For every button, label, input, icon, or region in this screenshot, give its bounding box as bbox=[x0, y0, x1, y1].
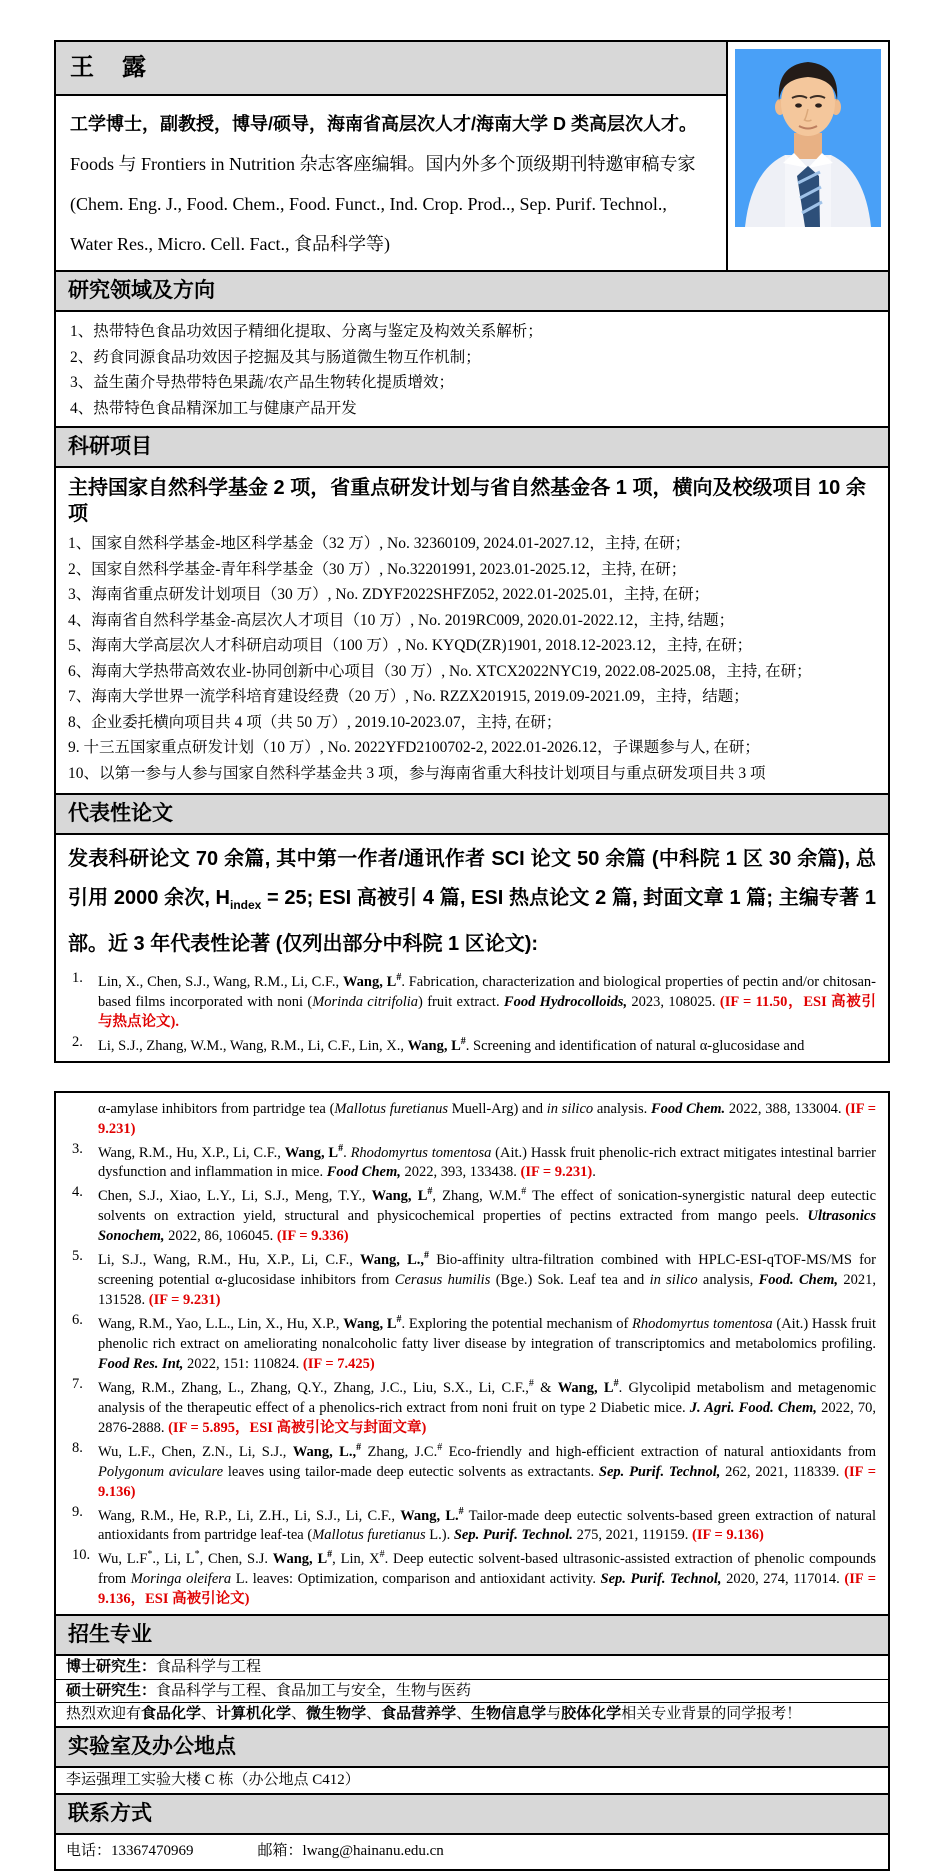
paper-number: 10. bbox=[72, 1547, 91, 1564]
paper-item bbox=[72, 1246, 876, 1310]
paper-item bbox=[72, 1545, 876, 1609]
paper-citation: α-amylase inhibitors from partridge tea (Mallotus furetianus Muell-Arg) and in silico analysis. Food Chem. 2022, 388, 133004. (IF = 9.231) bbox=[98, 1100, 877, 1137]
paper-item bbox=[72, 1374, 876, 1438]
lab-location: 李运强理工实验大楼 C 栋（办公地点 C412） bbox=[66, 1771, 360, 1788]
cv-document bbox=[0, 40, 944, 1871]
paper-citation: Li, S.J., Wang, R.M., Hu, X.P., Li, C.F., Wang, L.,# Bio-affinity ultra-filtration combined with HPLC-ESI-qTOF-MS/MS for screening potential α-glucosidase inhibitors from Cerasus humilis (Bge.) Sok. Leaf tea and in silico analysis, Food. Chem, 2021, 131528. (IF = 9.231) bbox=[98, 1250, 877, 1309]
section-papers-header: 代表性论文 bbox=[56, 793, 888, 835]
paper-item bbox=[72, 1099, 876, 1139]
section-lab-header: 实验室及办公地点 bbox=[56, 1726, 888, 1768]
intro-line-titles: 工学博士，副教授，博导/硕导，海南省高层次人才/海南大学 D 类高层次人才。 bbox=[70, 114, 697, 134]
cv-page-1 bbox=[54, 40, 890, 1063]
project-item: 2、国家自然科学基金-青年科学基金（30 万）, No.32201991, 2023.01-2025.12，主持, 在研； bbox=[68, 560, 687, 578]
phone-label: 电话： bbox=[66, 1842, 112, 1859]
section-projects-header: 科研项目 bbox=[56, 426, 888, 468]
research-area-item: 4、热带特色食品精深加工与健康产品开发 bbox=[70, 399, 357, 417]
project-item: 10、以第一参与人参与国家自然科学基金共 3 项，参与海南省重大科技计划项目与重点研发项目共 3 项 bbox=[68, 764, 766, 782]
paper-citation: Wu, L.F., Chen, Z.N., Li, S.J., Wang, L.,# Zhang, J.C.# Eco-friendly and high-efficient extraction of natural antioxidants from Polygonum aviculare leaves using tailor-made deep eutectic solvents as extractants. Sep. Purif. Technol, 262, 2021, 118339. (IF = 9.136) bbox=[98, 1441, 877, 1500]
project-item: 9. 十三五国家重点研发计划（10 万）, No. 2022YFD2100702-2, 2022.01-2026.12，子课题参与人, 在研； bbox=[68, 739, 760, 756]
paper-number: 7. bbox=[72, 1375, 83, 1392]
paper-number: 1. bbox=[72, 970, 83, 986]
email-address: lwang@hainanu.edu.cn bbox=[302, 1842, 444, 1859]
paper-number: 2. bbox=[72, 1033, 83, 1050]
section-enrollment-header: 招生专业 bbox=[56, 1614, 888, 1656]
paper-number: 8. bbox=[72, 1439, 83, 1456]
profile-photo bbox=[735, 49, 881, 227]
profile-text-column bbox=[56, 42, 728, 270]
paper-citation: Wang, R.M., Hu, X.P., Li, C.F., Wang, L#. Rhodomyrtus tomentosa (Ait.) Hassk fruit phenolic-rich extract mitigates intestinal barrier dysfunction and inflammation in mice. Food Chem, 2022, 393, 133438. (IF = 9.231). bbox=[98, 1142, 876, 1181]
paper-number: 6. bbox=[72, 1312, 83, 1329]
contact-spacer bbox=[194, 1843, 258, 1860]
paper-citation: Chen, S.J., Xiao, L.Y., Li, S.J., Meng, T.Y., Wang, L#, Zhang, W.M.# The effect of sonication-synergistic natural deep eutectic solvents on extraction yield, structural and physicochemical properties of pectins extracted from mango peels. Ultrasonics Sonochem, 2022, 86, 106045. (IF = 9.336) bbox=[98, 1186, 876, 1245]
project-item: 6、海南大学热带高效农业-协同创新中心项目（30 万）, No. XTCX2022NYC19, 2022.08-2025.08，主持, 在研； bbox=[68, 662, 812, 680]
person-name: 王 露 bbox=[56, 42, 726, 96]
project-item: 8、企业委托横向项目共 4 项（共 50 万）, 2019.10-2023.07，主持, 在研； bbox=[68, 713, 562, 731]
research-area-item: 3、益生菌介导热带特色果蔬/农产品生物转化提质增效； bbox=[70, 374, 455, 391]
contact-row bbox=[56, 1835, 888, 1869]
enrollment-line: 热烈欢迎有食品化学、计算机化学、微生物学、食品营养学、生物信息学与胶体化学相关专业背景的同学报考！ bbox=[66, 1706, 802, 1723]
paper-item bbox=[72, 1310, 876, 1374]
research-areas-list bbox=[56, 312, 888, 426]
section-research-areas-header: 研究领域及方向 bbox=[56, 270, 888, 312]
paper-item bbox=[72, 1438, 876, 1502]
paper-item bbox=[72, 1032, 876, 1056]
projects-list bbox=[56, 529, 888, 793]
project-item: 1、国家自然科学基金-地区科学基金（32 万）, No. 32360109, 2024.01-2027.12，主持, 在研； bbox=[68, 535, 691, 552]
paper-citation: Lin, X., Chen, S.J., Wang, R.M., Li, C.F., Wang, L#. Fabrication, characterization and biological properties of pectin and/or chitosan-based films incorporated with noni (Morinda citrifolia) fruit extract. Food Hydrocolloids, 2023, 108025. (IF = 11.50，ESI 高被引与热点论文). bbox=[98, 972, 877, 1030]
intro-line-journals: (Chem. Eng. J., Food. Chem., Food. Funct., Ind. Crop. Prod.., Sep. Purif. Technol., Water Res., Micro. Cell. Fact., 食品科学等) bbox=[70, 194, 667, 254]
profile-header-row bbox=[56, 42, 888, 270]
research-area-item: 2、药食同源食品功效因子挖掘及其与肠道微生物互作机制； bbox=[70, 348, 481, 366]
section-contact-header: 联系方式 bbox=[56, 1793, 888, 1835]
paper-number: 5. bbox=[72, 1248, 83, 1265]
project-item: 3、海南省重点研发计划项目（30 万）, No. ZDYF2022SHFZ052, 2022.01-2025.01，主持, 在研； bbox=[68, 586, 710, 603]
paper-citation: Wang, R.M., Yao, L.L., Lin, X., Hu, X.P., Wang, L#. Exploring the potential mechanism of Rhodomyrtus tomentosa (Ait.) Hassk fruit phenolic rich extract on ameliorating nonalcoholic fatty liver disease by integration of transcriptomics and metabolomics profiling. Food Res. Int, 2022, 151: 110824. (IF = 7.425) bbox=[98, 1314, 877, 1372]
enrollment-list bbox=[56, 1656, 888, 1726]
phone-number: 13367470969 bbox=[111, 1842, 194, 1859]
research-area-item: 1、热带特色食品功效因子精细化提取、分离与鉴定及构效关系解析； bbox=[70, 323, 543, 340]
enrollment-line: 博士研究生：食品科学与工程 bbox=[56, 1656, 888, 1680]
papers-list-page1 bbox=[56, 965, 888, 1061]
paper-number bbox=[72, 1099, 98, 1139]
project-item: 5、海南大学高层次人才科研启动项目（100 万）, No. KYQD(ZR)1901, 2018.12-2023.12，主持, 在研； bbox=[68, 637, 753, 654]
paper-item bbox=[72, 1182, 876, 1246]
paper-item bbox=[72, 1139, 876, 1183]
paper-number: 4. bbox=[72, 1184, 83, 1201]
project-item: 4、海南省自然科学基金-高层次人才项目（10 万）, No. 2019RC009, 2020.01-2022.12，主持, 结题； bbox=[68, 611, 735, 629]
project-item: 7、海南大学世界一流学科培育建设经费（20 万）, No. RZZX201915, 2019.09-2021.09，主持，结题； bbox=[68, 688, 749, 705]
papers-list-page2 bbox=[56, 1093, 888, 1615]
paper-item bbox=[72, 1502, 876, 1546]
paper-citation: Wu, L.F*., Li, L*, Chen, S.J. Wang, L#, Lin, X#. Deep eutectic solvent-based ultrasonic-assisted extraction of phenolic compounds from Moringa oleifera L. leaves: Optimization, comparison and antioxidant activity. Sep. Purif. Technol, 2020, 274, 117014. (IF = 9.136，ESI 高被引论文) bbox=[98, 1549, 877, 1608]
email-label: 邮箱： bbox=[257, 1842, 303, 1859]
cv-page-2 bbox=[54, 1091, 890, 1871]
paper-citation: Li, S.J., Zhang, W.M., Wang, R.M., Li, C.F., Lin, X., Wang, L#. Screening and identification of natural α-glucosidase and bbox=[98, 1035, 805, 1054]
profile-intro bbox=[56, 96, 726, 270]
profile-photo-cell bbox=[728, 42, 888, 270]
paper-number: 9. bbox=[72, 1503, 83, 1520]
paper-number: 3. bbox=[72, 1140, 83, 1157]
paper-item bbox=[72, 968, 876, 1032]
intro-line-editor: Foods 与 Frontiers in Nutrition 杂志客座编辑。国内外多个顶级期刊特邀审稿专家 bbox=[70, 154, 696, 174]
papers-summary: 发表科研论文 70 余篇, 其中第一作者/通讯作者 SCI 论文 50 余篇 (中科院 1 区 30 余篇), 总引用 2000 余次, $H_{index} = 25$; ESI 高被引 4 篇, ESI 热点论文 2 篇, 封面文章 1 篇; 主编专著 1 部。近 3 年代表性论著 (仅列出部分中科院 1 区论文): bbox=[68, 848, 876, 955]
enrollment-line: 硕士研究生：食品科学与工程、食品加工与安全，生物与医药 bbox=[56, 1680, 888, 1704]
paper-citation: Wang, R.M., He, R.P., Li, Z.H., Li, S.J., Li, C.F., Wang, L.# Tailor-made deep eutectic solvents-based green extraction of natural antioxidants from partridge leaf-tea (Mallotus furetianus L.). Sep. Purif. Technol. 275, 2021, 119159. (IF = 9.136) bbox=[98, 1505, 877, 1544]
paper-citation: Wang, R.M., Zhang, L., Zhang, Q.Y., Zhang, J.C., Liu, S.X., Li, C.F.,# & Wang, L#. Glycolipid metabolism and metagenomic analysis of the therapeutic effect of a phenolics-rich extract from noni fruit on type 2 Diabetic mice. J. Agri. Food. Chem, 2022, 70, 2876-2888. (IF = 5.895，ESI 高被引论文与封面文章) bbox=[98, 1377, 877, 1436]
projects-headline: 主持国家自然科学基金 2 项，省重点研发计划与省自然基金各 1 项，横向及校级项目 10 余项 bbox=[68, 477, 866, 525]
